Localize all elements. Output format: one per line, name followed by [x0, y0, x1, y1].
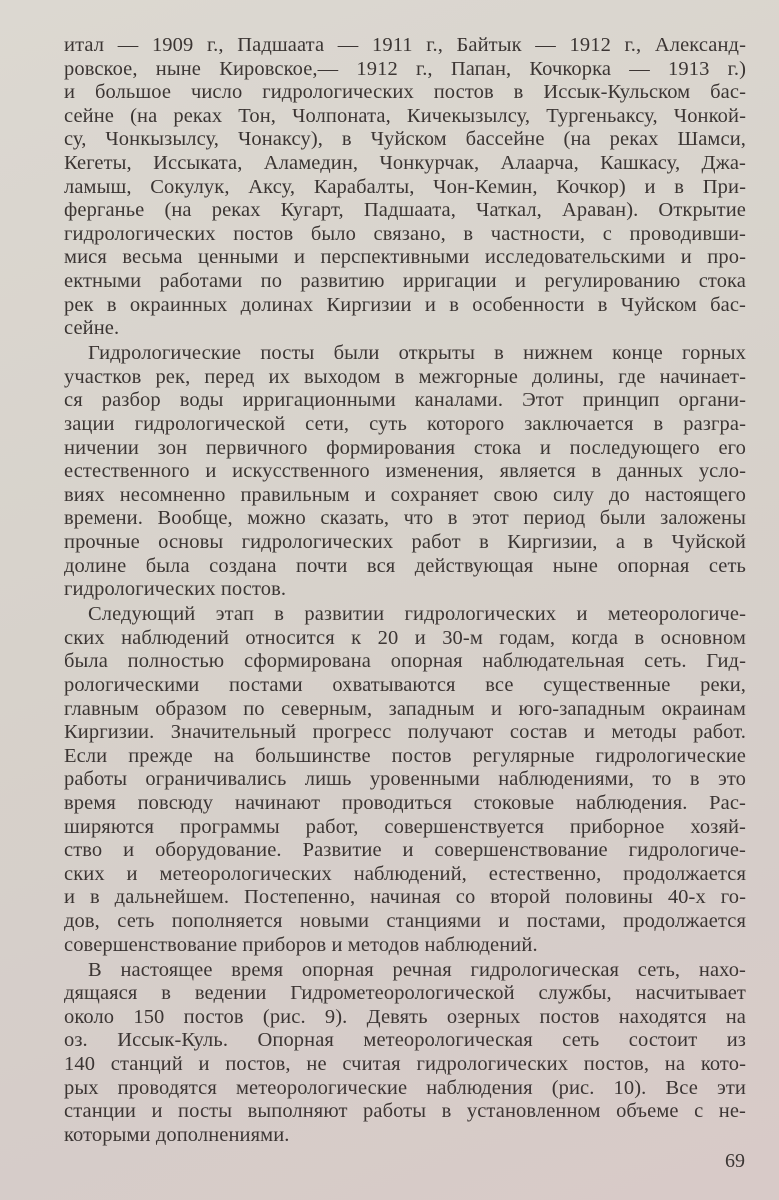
- text-line: сейне (на реках Тон, Чолпоната, Кичекызылсу, Тургеньаксу, Чонкой-: [64, 104, 746, 127]
- text-line: ламыш, Сокулук, Аксу, Карабалты, Чон-Кемин, Кочкор) и в При-: [64, 175, 746, 198]
- text-line: Киргизии. Значительный прогресс получают состав и методы работ.: [64, 721, 746, 744]
- text-line: участков рек, перед их выходом в межгорные долины, где начинает-: [64, 365, 746, 388]
- text-line: ектными работами по развитию ирригации и регулированию стока: [64, 269, 746, 292]
- text-line: и большое число гидрологических постов в Иссык-Кульском бас-: [64, 81, 746, 104]
- text-line: ся разбор воды ирригационными каналами. Этот принцип органи-: [64, 389, 746, 412]
- text-line: гидрологических постов было связано, в частности, с проводивши-: [64, 222, 746, 245]
- text-line: естественного и искусственного изменения, является в данных усло-: [64, 460, 746, 483]
- text-line: оз. Иссык-Куль. Опорная метеорологическая сеть состоит из: [64, 1029, 746, 1052]
- text-line: Если прежде на большинстве постов регулярные гидрологические: [64, 744, 746, 767]
- text-line: гидрологических постов.: [64, 578, 287, 601]
- paragraph: [64, 342, 746, 602]
- text-line: 140 станций и постов, не считая гидрологических постов, на кото-: [64, 1053, 746, 1076]
- text-line: ширяются программы работ, совершенствуется приборное хозяй-: [64, 815, 746, 838]
- text-line: сейне.: [64, 317, 120, 340]
- text-line: станции и посты выполняют работы в установленном объеме с не-: [64, 1100, 746, 1123]
- text-line: ферганье (на реках Кугарт, Падшаата, Чаткал, Араван). Открытие: [64, 199, 746, 222]
- text-line: рологическими постами охватываются все существенные реки,: [64, 674, 746, 697]
- text-line: рек в окраинных долинах Киргизии и в особенности в Чуйском бас-: [64, 293, 746, 316]
- text-line: дящаяся в ведении Гидрометеорологической службы, насчитывает: [64, 982, 746, 1005]
- text-line: прочные основы гидрологических работ в Киргизии, а в Чуйской: [64, 530, 746, 553]
- text-line: ских наблюдений относится к 20 и 30-м годам, когда в основном: [64, 626, 746, 649]
- paragraph: [64, 603, 746, 957]
- paragraph: [64, 959, 746, 1148]
- text-line: Гидрологические посты были открыты в нижнем конце горных: [88, 342, 746, 365]
- page-body: [64, 34, 746, 1147]
- text-line: около 150 постов (рис. 9). Девять озерных постов находятся на: [64, 1005, 746, 1028]
- text-line: времени. Вообще, можно сказать, что в этот период были заложены: [64, 507, 746, 530]
- text-line: зации гидрологической сети, суть которого заключается в разгра-: [64, 413, 746, 435]
- text-line: которыми дополнениями.: [64, 1123, 290, 1146]
- text-line: В настоящее время опорная речная гидрологическая сеть, нахо-: [88, 958, 746, 981]
- text-line: была полностью сформирована опорная наблюдательная сеть. Гид-: [64, 650, 746, 673]
- text-line: ровское, ныне Кировское,— 1912 г., Папан, Кочкорка — 1913 г.): [64, 57, 746, 80]
- text-line: Кегеты, Иссыката, Аламедин, Чонкурчак, Алаарча, Кашкасу, Джа-: [64, 151, 746, 174]
- text-line: итал — 1909 г., Падшаата — 1911 г., Байтык — 1912 г., Александ-: [64, 34, 746, 56]
- text-line: су, Чонкызылсу, Чонаксу), в Чуйском бассейне (на реках Шамси,: [64, 128, 746, 151]
- text-line: Следующий этап в развитии гидрологических и метеорологиче-: [88, 603, 746, 626]
- text-line: и в дальнейшем. Постепенно, начиная со второй половины 40-х го-: [64, 886, 746, 909]
- text-line: работы ограничивались лишь уровенными наблюдениями, то в это: [64, 768, 746, 791]
- text-line: время повсюду начинают проводиться стоковые наблюдения. Рас-: [64, 792, 746, 814]
- paragraph: [64, 34, 746, 341]
- page-number: 69: [725, 1150, 745, 1172]
- text-line: совершенствование приборов и методов наблюдений.: [64, 933, 538, 956]
- text-line: ничении зон первичного формирования стока и последующего его: [64, 436, 746, 459]
- text-line: мися весьма ценными и перспективными исследовательскими и про-: [64, 246, 746, 269]
- text-line: дов, сеть пополняется новыми станциями и постами, продолжается: [64, 909, 746, 932]
- text-line: рых проводятся метеорологические наблюдения (рис. 10). Все эти: [64, 1076, 746, 1099]
- text-line: долине была создана почти вся действующая ныне опорная сеть: [64, 554, 746, 577]
- text-line: ство и оборудование. Развитие и совершенствование гидрологиче-: [64, 839, 746, 862]
- text-line: главным образом по северным, западным и юго-западным окраинам: [64, 697, 746, 720]
- text-line: ских и метеорологических наблюдений, естественно, продолжается: [64, 862, 746, 885]
- text-line: виях несомненно правильным и сохраняет свою силу до настоящего: [64, 483, 746, 506]
